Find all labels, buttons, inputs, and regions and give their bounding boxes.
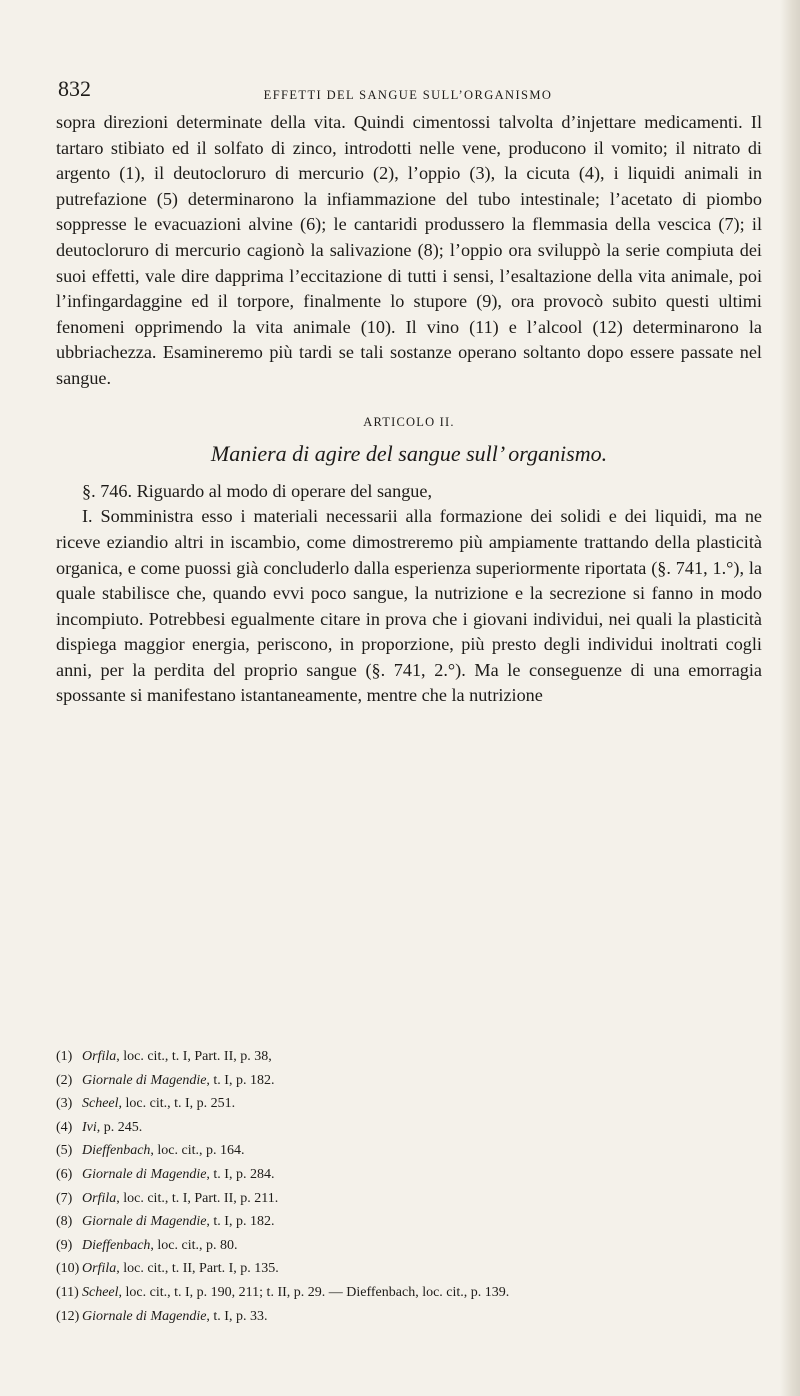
footnote-author: Giornale di Magendie	[82, 1166, 207, 1182]
page-number: 832	[58, 76, 91, 101]
footnote-reference: , loc. cit., t. I, Part. II, p. 211.	[116, 1190, 279, 1206]
footnote-number: (2)	[56, 1072, 73, 1088]
footnote	[56, 1045, 762, 1069]
footnote-author: Orfila	[82, 1190, 117, 1206]
page-edge-shadow	[780, 0, 800, 1396]
footnote-author: Dieffenbach	[82, 1237, 151, 1253]
footnote-reference: , t. I, p. 33.	[206, 1308, 268, 1324]
paragraph-continuation: sopra direzioni determinate della vita. Quindi cimentossi talvolta d’injettare medicamenti. Il tartaro stibiato ed il solfato di zinco, introdotti nelle vene, producono il vomito; il nitrato di argento (1), il deutocloruro di mercurio (2), l’oppio (3), la cicuta (4), i liquidi animali in putrefazione (5) determinarono la infiammazione del tubo intestinale; l’acetato di piombo soppresse le evacuazioni alvine (6); le cantaridi produssero la flemmasia della vescica (7); il deutocloruro di mercurio cagionò la salivazione (8); l’oppio ora sviluppò la serie compiuta dei suoi effetti, vale dire dapprima l’eccitazione di tutti i sensi, l’esaltazione della vita animale, poi l’infingardaggine ed il torpore, finalmente lo stupore (9), ora provocò subito questi ultimi fenomeni opprimendo la vita animale (10). Il vino (11) e l’alcool (12) determinarono la ubbriachezza. Esamineremo più tardi se tali sostanze operano soltanto dopo essere passate nel sangue.	[56, 112, 762, 388]
footnote	[56, 1305, 762, 1329]
footnote-reference: , loc. cit., t. II, Part. I, p. 135.	[116, 1261, 279, 1277]
footnote-number: (7)	[56, 1190, 73, 1206]
footnote-author: Orfila	[82, 1261, 117, 1277]
footnote	[56, 1257, 762, 1281]
footnote-reference: , t. I, p. 284.	[206, 1166, 275, 1182]
running-title: EFFETTI DEL SANGUE SULL’ORGANISMO	[263, 88, 553, 102]
footnote	[56, 1092, 762, 1116]
running-head	[58, 76, 758, 106]
footnote	[56, 1116, 762, 1140]
footnote-reference: , t. I, p. 182.	[206, 1072, 275, 1088]
footnote-author: Giornale di Magendie	[82, 1072, 207, 1088]
footnote-number: (4)	[56, 1119, 73, 1135]
footnote-number: (8)	[56, 1214, 73, 1230]
footnote-reference: , t. I, p. 182.	[206, 1214, 275, 1230]
main-text	[56, 110, 762, 709]
footnote-number: (6)	[56, 1166, 73, 1182]
article-label: ARTICOLO II.	[363, 414, 455, 429]
footnote-number: (10)	[56, 1261, 80, 1277]
footnote	[56, 1139, 762, 1163]
footnote	[56, 1163, 762, 1187]
footnote-reference: , loc. cit., p. 80.	[150, 1237, 238, 1253]
section-lead: §. 746. Riguardo al modo di operare del sangue,	[82, 480, 433, 501]
footnote-author: Giornale di Magendie	[82, 1308, 207, 1324]
footnote-reference: , loc. cit., t. I, p. 251.	[118, 1096, 236, 1112]
footnote-author: Ivi	[82, 1119, 97, 1135]
footnote	[56, 1234, 762, 1258]
footnote-author: Scheel	[82, 1284, 119, 1300]
footnote-author: Scheel	[82, 1096, 119, 1112]
footnote-author: Giornale di Magendie	[82, 1214, 207, 1230]
footnote	[56, 1187, 762, 1211]
footnote	[56, 1069, 762, 1093]
footnote-reference: , loc. cit., t. I, p. 190, 211; t. II, p. 29. — Dieffenbach, loc. cit., p. 139.	[118, 1284, 510, 1300]
footnote-reference: , loc. cit., p. 164.	[150, 1143, 245, 1159]
section-title: Maniera di agire del sangue sull’ organismo.	[210, 441, 608, 467]
footnotes	[56, 1045, 762, 1328]
footnote-reference: , p. 245.	[96, 1119, 143, 1135]
section-paragraph: I. Somministra esso i materiali necessarii alla formazione dei solidi e dei liquidi, ma ne riceve eziandio altri in iscambio, come dimostreremo più ampiamente trattando della plasticità organica, e come puossi già concluderlo dalla esperienza superiormente riportata (§. 741, 1.°), la quale stabilisce che, quando evvi poco sangue, la nutrizione e la secrezione si fanno in modo incompiuto. Potrebbesi egualmente citare in prova che i giovani individui, nei quali la plasticità dispiega maggior energia, periscono, in proporzione, più presto degli individui inoltrati cogli anni, per la perdita del proprio sangue (§. 741, 2.°). Ma le conseguenze di una emorragia spossante si manifestano istantaneamente, mentre che la nutrizione	[56, 506, 762, 706]
footnote-author: Orfila	[82, 1049, 117, 1064]
footnote-number: (12)	[56, 1308, 80, 1324]
footnote	[56, 1210, 762, 1234]
footnote-number: (1)	[56, 1049, 73, 1064]
footnote-reference: , loc. cit., t. I, Part. II, p. 38,	[116, 1049, 272, 1064]
footnote	[56, 1281, 762, 1305]
footnote-number: (5)	[56, 1143, 73, 1159]
footnote-number: (3)	[56, 1096, 73, 1112]
footnote-author: Dieffenbach	[82, 1143, 151, 1159]
footnote-number: (9)	[56, 1237, 73, 1253]
footnote-number: (11)	[56, 1284, 79, 1300]
